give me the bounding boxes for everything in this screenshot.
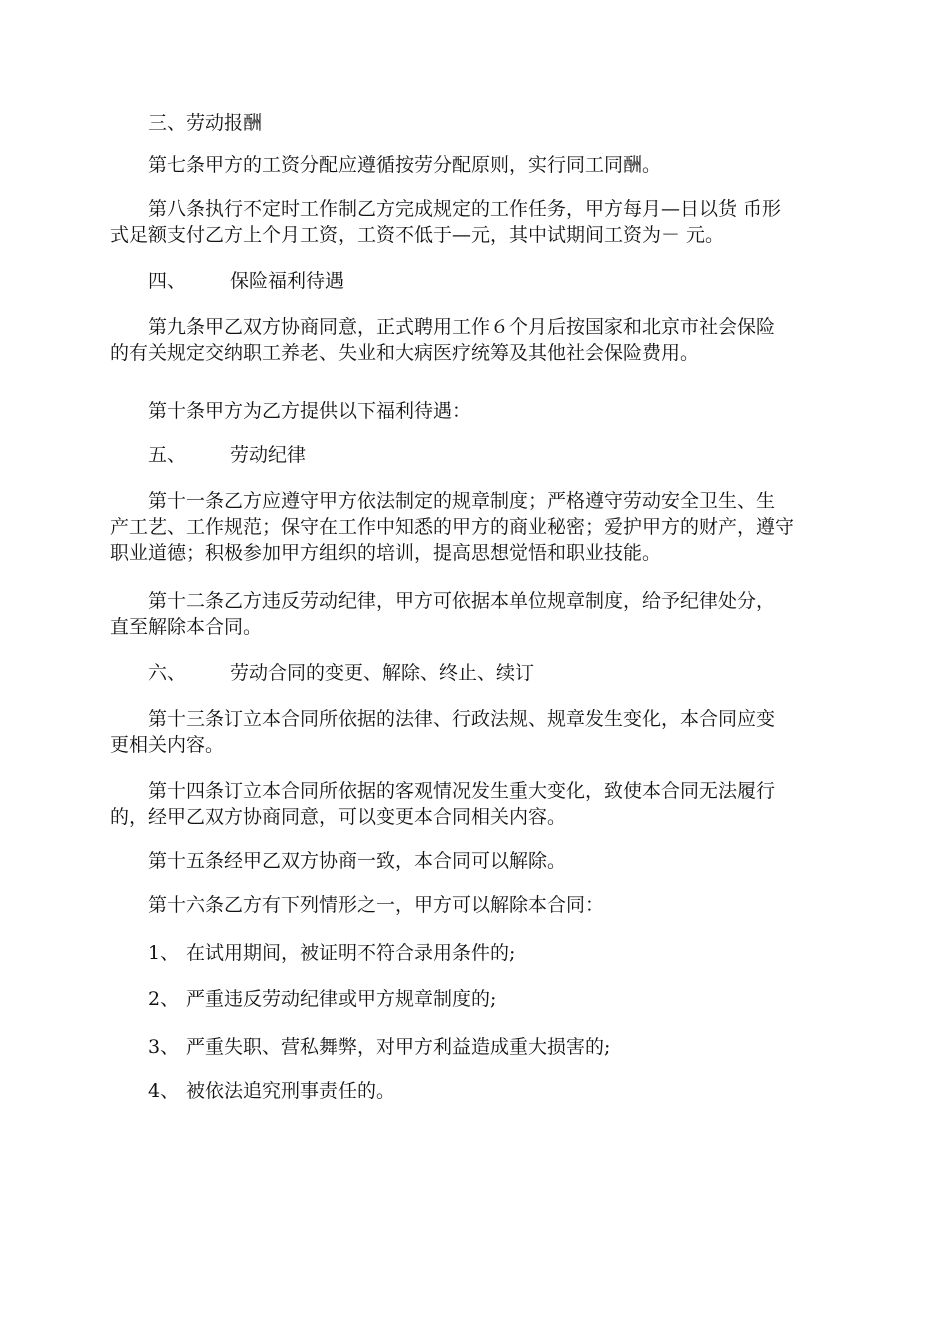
list-item [148,1078,395,1104]
list-item-number: 1、 [148,942,180,964]
article-11-line-2: 产工艺、工作规范；保守在工作中知悉的甲方的商业秘密；爱护甲方的财产，遵守 [110,516,795,538]
list-item-text: 严重违反劳动纪律或甲方规章制度的; [186,988,497,1010]
article-15: 第十五条经甲乙双方协商一致，本合同可以解除。 [148,850,567,872]
article-9-line-2: 的有关规定交纳职工养老、失业和大病医疗统筹及其他社会保险费用。 [110,342,700,364]
section-number: 五、 [148,444,187,466]
section-title: 劳动合同的变更、解除、终止、续订 [230,662,535,684]
article-14-line-1: 第十四条订立本合同所依据的客观情况发生重大变化，致使本合同无法履行 [148,780,776,802]
list-item-text: 被依法追究刑事责任的。 [186,1080,396,1102]
list-item [148,986,496,1012]
article-14-line-2: 的，经甲乙双方协商同意，可以变更本合同相关内容。 [110,806,567,828]
article-13-line-2: 更相关内容。 [110,734,225,756]
section-heading-6 [148,660,534,686]
list-item-number: 3、 [148,1036,180,1058]
section-number: 六、 [148,662,187,684]
list-item-number: 2、 [148,988,180,1010]
section-heading-5 [148,442,306,468]
article-12-line-1: 第十二条乙方违反劳动纪律，甲方可依据本单位规章制度，给予纪律处分， [148,590,776,612]
section-heading-4 [148,268,344,294]
list-item [148,1034,610,1060]
article-8-line-1: 第八条执行不定时工作制乙方完成规定的工作任务，甲方每月—日以货 币形 [148,198,782,220]
list-item-text: 在试用期间，被证明不符合录用条件的; [186,942,516,964]
article-13-line-1: 第十三条订立本合同所依据的法律、行政法规、规章发生变化，本合同应变 [148,708,776,730]
article-11-line-3: 职业道德；积极参加甲方组织的培训，提高思想觉悟和职业技能。 [110,542,662,564]
section-title: 保险福利待遇 [230,270,345,292]
article-11-line-1: 第十一条乙方应遵守甲方依法制定的规章制度；严格遵守劳动安全卫生、生 [148,490,776,512]
article-9-line-1: 第九条甲乙双方协商同意，正式聘用工作６个月后按国家和北京市社会保险 [148,316,776,338]
article-8-line-2: 式足额支付乙方上个月工资，工资不低于—元，其中试期间工资为－ 元。 [110,224,725,246]
article-7: 第七条甲方的工资分配应遵循按劳分配原则，实行同工同酬。 [148,154,662,176]
list-item-number: 4、 [148,1080,180,1102]
section-title: 劳动纪律 [230,444,307,466]
list-item-text: 严重失职、营私舞弊，对甲方利益造成重大损害的; [186,1036,611,1058]
article-16: 第十六条乙方有下列情形之一，甲方可以解除本合同： [148,894,605,916]
article-12-line-2: 直至解除本合同。 [110,616,263,638]
section-heading-3: 三、劳动报酬 [148,112,263,134]
article-10: 第十条甲方为乙方提供以下福利待遇： [148,400,472,422]
section-number: 四、 [148,270,187,292]
list-item [148,940,515,966]
